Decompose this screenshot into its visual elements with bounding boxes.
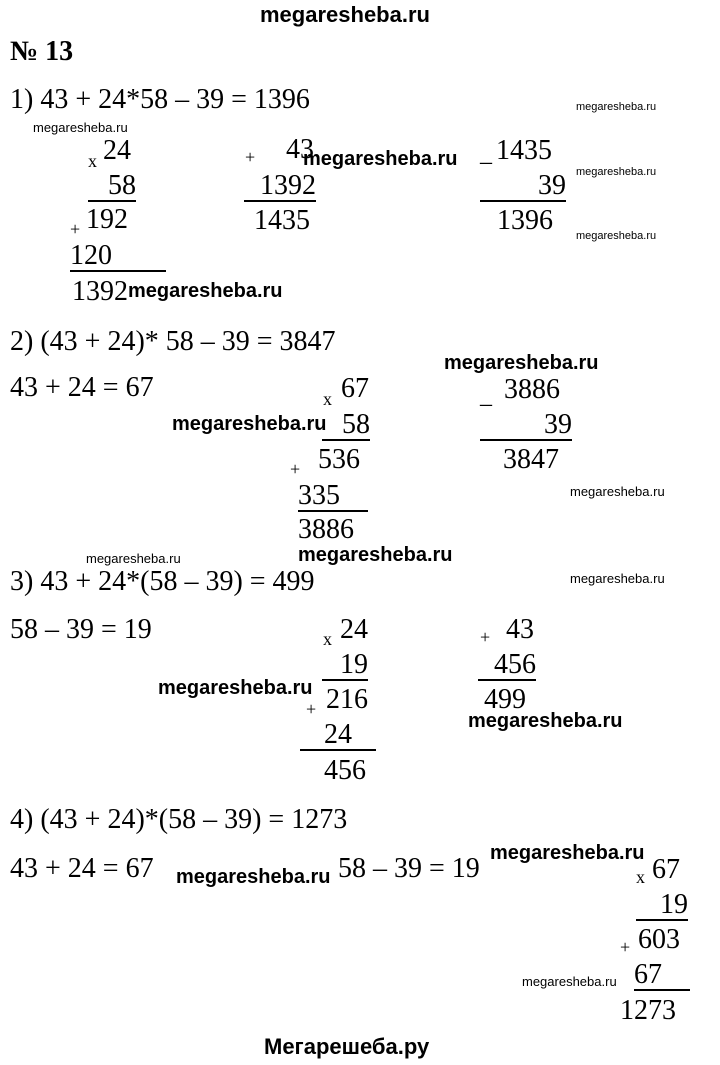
partial-product-2: 335 — [298, 482, 368, 512]
partial-product-1: 192 — [86, 204, 128, 235]
sum: 1435 — [254, 205, 310, 236]
product: 1273 — [620, 995, 676, 1026]
multiply-sign: x — [636, 867, 645, 887]
partial-product-2: 24 — [300, 721, 376, 751]
multiplier: 19 — [322, 651, 368, 681]
multiplier: 58 — [322, 411, 370, 441]
plus-sign: + — [245, 147, 256, 167]
addend-1: 43 — [506, 614, 534, 645]
problem-2-step: 43 + 24 = 67 — [10, 372, 154, 403]
watermark: megaresheba.ru — [158, 677, 313, 699]
watermark: megaresheba.ru — [172, 413, 327, 435]
difference: 1396 — [497, 205, 553, 236]
plus-sign: + — [290, 459, 301, 479]
watermark: megaresheba.ru — [468, 710, 623, 732]
watermark: megaresheba.ru — [570, 484, 665, 499]
watermark: megaresheba.ru — [128, 280, 283, 302]
watermark: megaresheba.ru — [576, 230, 657, 242]
product: 456 — [324, 755, 366, 786]
watermark: megaresheba.ru — [303, 148, 458, 170]
partial-product-2: 120 — [70, 242, 166, 272]
multiplicand: 67 — [652, 854, 680, 885]
plus-sign: + — [480, 627, 491, 647]
difference: 3847 — [503, 444, 559, 475]
addend-1: 43 — [286, 134, 314, 165]
watermark: megaresheba.ru — [298, 544, 453, 566]
multiplicand: 24 — [103, 135, 131, 166]
watermark: megaresheba.ru — [33, 120, 128, 135]
watermark: megaresheba.ru — [576, 101, 657, 113]
subtrahend: 39 — [480, 411, 572, 441]
problem-number: № 13 — [10, 36, 74, 67]
multiply-sign: x — [88, 151, 97, 171]
plus-sign: + — [306, 699, 317, 719]
minuend: 3886 — [504, 374, 560, 405]
multiplicand: 24 — [340, 614, 368, 645]
minuend: 1435 — [496, 135, 552, 166]
watermark: megaresheba.ru — [490, 842, 645, 864]
partial-product-1: 536 — [318, 444, 360, 475]
problem-4-title: 4) (43 + 24)*(58 – 39) = 1273 — [10, 804, 348, 835]
problem-3-step: 58 – 39 = 19 — [10, 614, 152, 645]
partial-product-1: 603 — [638, 924, 680, 955]
partial-product-2: 67 — [634, 961, 690, 991]
multiplicand: 67 — [341, 373, 369, 404]
watermark: megaresheba.ru — [576, 166, 657, 178]
watermark: megaresheba.ru — [444, 352, 599, 374]
problem-4-step-1: 43 + 24 = 67 — [10, 853, 154, 884]
product: 3886 — [298, 514, 354, 545]
watermark: megaresheba.ru — [522, 974, 617, 989]
plus-sign: + — [620, 937, 631, 957]
subtrahend: 39 — [480, 172, 566, 202]
watermark: megaresheba.ru — [86, 551, 181, 566]
problem-3-title: 3) 43 + 24*(58 – 39) = 499 — [10, 566, 315, 597]
partial-product-1: 216 — [326, 684, 368, 715]
addend-2: 456 — [478, 651, 536, 681]
problem-2-title: 2) (43 + 24)* 58 – 39 = 3847 — [10, 326, 336, 357]
multiply-sign: x — [323, 389, 332, 409]
addend-2: 1392 — [244, 172, 316, 202]
minus-sign: _ — [480, 383, 492, 409]
header-site: megaresheba.ru — [260, 2, 430, 27]
watermark: megaresheba.ru — [176, 866, 331, 888]
multiply-sign: x — [323, 629, 332, 649]
problem-1-title: 1) 43 + 24*58 – 39 = 1396 — [10, 84, 310, 115]
watermark: megaresheba.ru — [570, 571, 665, 586]
sum: 499 — [484, 684, 526, 715]
multiplier: 58 — [88, 172, 136, 202]
plus-sign: + — [70, 219, 81, 239]
problem-4-step-2: 58 – 39 = 19 — [338, 853, 480, 884]
product: 1392 — [72, 276, 128, 307]
minus-sign: _ — [480, 141, 492, 167]
footer-site: Мегарешеба.ру — [264, 1034, 430, 1059]
multiplier: 19 — [636, 891, 688, 921]
